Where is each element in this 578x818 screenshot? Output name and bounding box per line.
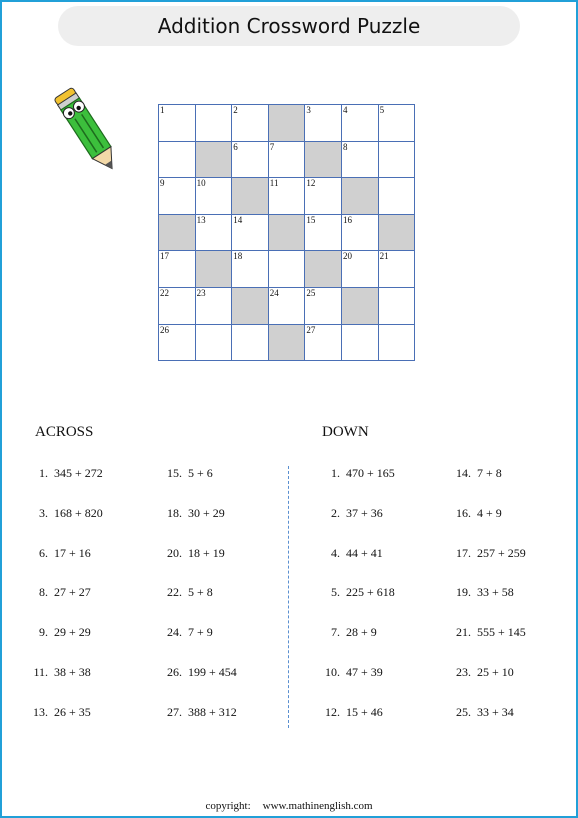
clue-item xyxy=(318,705,383,720)
answer-cell[interactable] xyxy=(378,251,415,288)
clue-expression: 33 + 34 xyxy=(477,704,514,719)
clue-expression: 7 + 8 xyxy=(477,466,502,480)
cell-number: 12 xyxy=(306,178,316,189)
grid-row xyxy=(159,324,415,361)
cell-number: 6 xyxy=(233,141,238,152)
clue-item xyxy=(449,705,514,720)
clue-number: 21. xyxy=(456,625,471,640)
clue-item xyxy=(160,585,213,600)
answer-cell[interactable] xyxy=(159,105,196,142)
blocked-cell xyxy=(268,105,305,142)
clue-expression: 17 + 16 xyxy=(54,545,91,560)
clue-number: 4. xyxy=(331,545,340,560)
clue-expression: 168 + 820 xyxy=(54,505,103,520)
blocked-cell xyxy=(232,178,269,215)
clue-expression: 33 + 58 xyxy=(477,585,514,600)
clue-number: 17. xyxy=(456,545,471,560)
cell-number: 21 xyxy=(379,251,389,262)
cell-number: 5 xyxy=(379,105,385,115)
clue-expression: 29 + 29 xyxy=(54,625,91,640)
clue-number: 25. xyxy=(456,704,471,719)
cell-number: 10 xyxy=(196,178,206,189)
clue-expression: 15 + 46 xyxy=(346,704,383,719)
cell-number: 24 xyxy=(269,287,279,298)
clue-item xyxy=(318,466,395,481)
answer-cell[interactable] xyxy=(378,178,415,215)
clue-number: 24. xyxy=(167,625,182,640)
cell-number: 1 xyxy=(160,105,165,115)
answer-cell[interactable] xyxy=(232,214,269,251)
answer-cell[interactable] xyxy=(378,105,415,142)
clue-number: 11. xyxy=(33,665,48,679)
cell-number: 18 xyxy=(233,251,243,262)
grid-row xyxy=(159,105,415,142)
answer-cell[interactable] xyxy=(341,105,378,142)
grid-row xyxy=(159,287,415,324)
answer-cell[interactable] xyxy=(268,141,305,178)
blocked-cell xyxy=(232,287,269,324)
cell-number: 25 xyxy=(306,287,316,298)
clue-expression: 4 + 9 xyxy=(477,505,502,520)
answer-cell[interactable] xyxy=(195,178,232,215)
blocked-cell xyxy=(341,178,378,215)
page-title: Addition Crossword Puzzle xyxy=(157,14,421,38)
answer-cell[interactable] xyxy=(305,105,342,142)
crossword-grid xyxy=(158,104,415,361)
blocked-cell xyxy=(305,141,342,178)
grid-row xyxy=(159,214,415,251)
clue-expression: 37 + 36 xyxy=(346,505,383,520)
answer-cell[interactable] xyxy=(268,287,305,324)
clue-expression: 257 + 259 xyxy=(477,545,526,560)
answer-cell[interactable] xyxy=(305,324,342,361)
clue-item xyxy=(449,665,514,680)
cell-number: 2 xyxy=(233,105,238,115)
grid-row xyxy=(159,178,415,215)
answer-cell[interactable] xyxy=(378,324,415,361)
clue-expression: 5 + 6 xyxy=(188,466,213,480)
clue-number: 5. xyxy=(331,585,340,600)
answer-cell[interactable] xyxy=(195,214,232,251)
clue-expression: 470 + 165 xyxy=(346,466,395,480)
cell-number: 17 xyxy=(160,251,169,262)
clue-item xyxy=(26,585,91,600)
blocked-cell xyxy=(159,214,196,251)
cell-number: 11 xyxy=(269,178,279,189)
clue-item xyxy=(449,546,526,561)
answer-cell[interactable] xyxy=(159,141,196,178)
clue-item xyxy=(160,625,213,640)
clue-item xyxy=(26,546,91,561)
answer-cell[interactable] xyxy=(195,105,232,142)
cell-number: 26 xyxy=(160,324,169,335)
answer-cell[interactable] xyxy=(159,324,196,361)
clue-item xyxy=(449,506,502,521)
clue-number: 23. xyxy=(456,665,471,679)
cell-number: 4 xyxy=(342,105,348,115)
clue-number: 15. xyxy=(167,466,182,480)
blocked-cell xyxy=(341,287,378,324)
answer-cell[interactable] xyxy=(268,178,305,215)
cell-number: 8 xyxy=(342,141,348,152)
clue-expression: 38 + 38 xyxy=(54,665,91,679)
clue-expression: 30 + 29 xyxy=(188,505,225,520)
answer-cell[interactable] xyxy=(232,105,269,142)
clue-item xyxy=(26,705,91,720)
clue-number: 12. xyxy=(325,704,340,719)
grid-row xyxy=(159,251,415,288)
blocked-cell xyxy=(378,214,415,251)
answer-cell[interactable] xyxy=(378,141,415,178)
across-heading: ACROSS xyxy=(35,424,94,440)
answer-cell[interactable] xyxy=(159,251,196,288)
clue-item xyxy=(26,665,91,680)
answer-cell[interactable] xyxy=(305,214,342,251)
clue-item xyxy=(160,546,225,561)
clue-expression: 28 + 9 xyxy=(346,625,377,640)
clue-number: 7. xyxy=(331,625,340,640)
blocked-cell xyxy=(268,324,305,361)
clue-number: 18. xyxy=(167,505,182,520)
clue-item xyxy=(26,466,103,481)
clue-number: 14. xyxy=(456,466,471,480)
clue-number: 27. xyxy=(167,704,182,719)
pencil-mascot-icon xyxy=(52,80,122,182)
clue-number: 20. xyxy=(167,545,182,560)
clue-number: 22. xyxy=(167,585,182,600)
cell-number: 7 xyxy=(269,141,275,152)
copyright-site: www.mathinenglish.com xyxy=(262,800,373,812)
clue-number: 19. xyxy=(456,585,471,600)
cell-number: 14 xyxy=(233,214,243,225)
answer-cell[interactable] xyxy=(341,141,378,178)
cell-number: 20 xyxy=(342,251,352,262)
cell-number: 16 xyxy=(342,214,352,225)
clue-number: 2. xyxy=(331,505,340,520)
answer-cell[interactable] xyxy=(195,287,232,324)
answer-cell[interactable] xyxy=(232,251,269,288)
cell-number: 9 xyxy=(160,178,165,189)
blocked-cell xyxy=(305,251,342,288)
answer-cell[interactable] xyxy=(195,324,232,361)
cell-number: 23 xyxy=(196,287,206,298)
clue-number: 1. xyxy=(39,466,48,480)
clue-expression: 345 + 272 xyxy=(54,466,103,480)
clue-number: 3. xyxy=(39,505,48,520)
clue-expression: 25 + 10 xyxy=(477,665,514,679)
answer-cell[interactable] xyxy=(159,287,196,324)
clue-item xyxy=(449,585,514,600)
answer-cell[interactable] xyxy=(232,141,269,178)
answer-cell[interactable] xyxy=(232,324,269,361)
clue-expression: 47 + 39 xyxy=(346,665,383,679)
clue-number: 16. xyxy=(456,505,471,520)
clue-item xyxy=(26,506,103,521)
answer-cell[interactable] xyxy=(378,287,415,324)
clue-item xyxy=(318,546,383,561)
column-divider xyxy=(288,466,289,728)
clue-item xyxy=(160,705,237,720)
cell-number: 13 xyxy=(196,214,206,225)
answer-cell[interactable] xyxy=(341,324,378,361)
clue-expression: 225 + 618 xyxy=(346,585,395,600)
clue-expression: 388 + 312 xyxy=(188,704,237,719)
answer-cell[interactable] xyxy=(305,178,342,215)
answer-cell[interactable] xyxy=(305,287,342,324)
clue-item xyxy=(449,625,526,640)
clue-number: 9. xyxy=(39,625,48,640)
clue-number: 6. xyxy=(39,545,48,560)
clue-number: 8. xyxy=(39,585,48,600)
title-banner xyxy=(58,6,520,46)
clue-item xyxy=(26,625,91,640)
copyright-label: copyright: xyxy=(205,800,251,812)
blocked-cell xyxy=(195,251,232,288)
clue-item xyxy=(160,506,225,521)
down-heading: DOWN xyxy=(322,424,369,440)
clue-item xyxy=(318,665,383,680)
cell-number: 22 xyxy=(160,287,169,298)
grid-row xyxy=(159,141,415,178)
clue-item xyxy=(318,625,377,640)
clue-expression: 44 + 41 xyxy=(346,545,383,560)
clue-expression: 18 + 19 xyxy=(188,545,225,560)
cell-number: 3 xyxy=(306,105,311,115)
clue-number: 1. xyxy=(331,466,340,480)
clue-expression: 5 + 8 xyxy=(188,585,213,600)
clue-number: 26. xyxy=(167,665,182,679)
clue-number: 13. xyxy=(33,704,48,719)
blocked-cell xyxy=(268,214,305,251)
clue-item xyxy=(160,665,237,680)
clue-expression: 7 + 9 xyxy=(188,625,213,640)
clue-number: 10. xyxy=(325,665,340,679)
clue-item xyxy=(160,466,213,481)
clue-expression: 199 + 454 xyxy=(188,665,237,679)
blocked-cell xyxy=(195,141,232,178)
clue-expression: 27 + 27 xyxy=(54,585,91,600)
clue-expression: 26 + 35 xyxy=(54,704,91,719)
cell-number: 15 xyxy=(306,214,316,225)
clue-item xyxy=(318,506,383,521)
clue-item xyxy=(449,466,502,481)
answer-cell[interactable] xyxy=(159,178,196,215)
answer-cell[interactable] xyxy=(268,251,305,288)
clue-expression: 555 + 145 xyxy=(477,625,526,640)
clue-item xyxy=(318,585,395,600)
cell-number: 27 xyxy=(306,324,316,335)
answer-cell[interactable] xyxy=(341,251,378,288)
answer-cell[interactable] xyxy=(341,214,378,251)
footer xyxy=(0,800,578,812)
